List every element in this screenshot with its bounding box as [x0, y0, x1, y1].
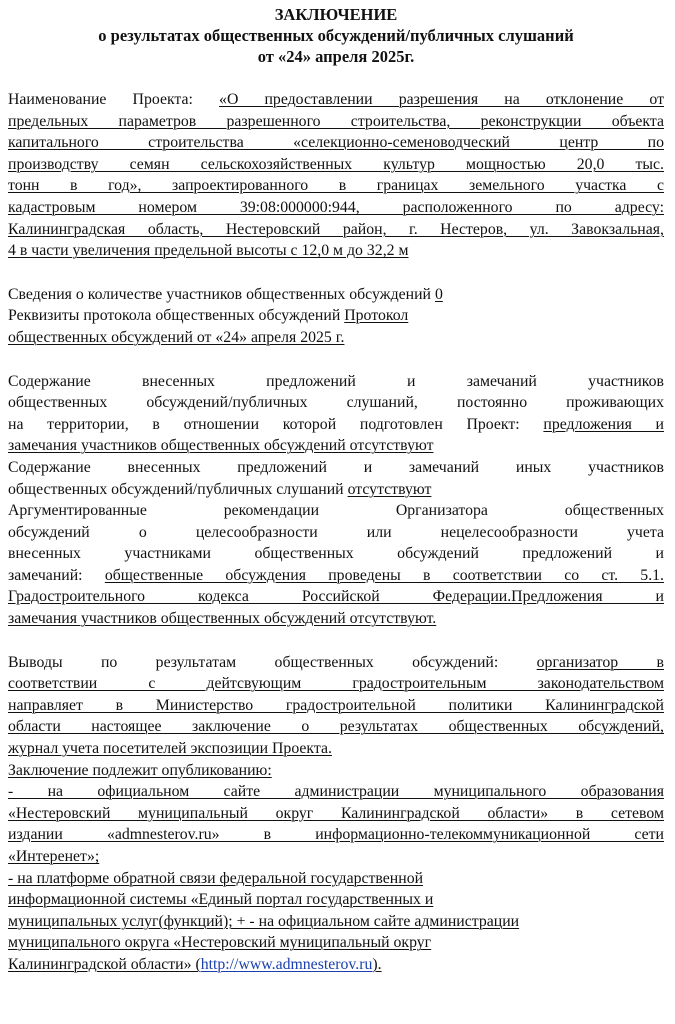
publication-text-end: ). [372, 955, 382, 973]
publication-line: - на официальном сайте администрации муниципального образования [8, 783, 664, 801]
publication-line: - на платформе обратной связи федеральной государственной [8, 869, 424, 887]
protocol-value-line: общественных обсуждений от «24» апреля 2025 г. [8, 328, 345, 346]
others-line: Содержание внесенных предложений и замечаний иных участников [8, 458, 664, 476]
conclusions-line [8, 652, 664, 674]
participants-count: 0 [434, 285, 443, 303]
recommendations-line: внесенных участниками общественных обсуждений предложений и [8, 545, 664, 563]
recommendations-line: обсуждений о целесообразности или нецелесообразности учета [8, 523, 664, 541]
project-line: 4 в части увеличения предельной высоты с 12,0 м до 32,2 м [8, 242, 409, 260]
recommendations-value: общественные обсуждения проведены в соответствии со ст. 5.1. [104, 566, 664, 584]
recommendations-line: замечания участников общественных обсуждений отсутствуют. [8, 610, 437, 628]
project-line: капитального строительства «селекционно-семеноводческий центр по [8, 134, 664, 152]
residents-line [8, 414, 664, 436]
residents-section [8, 371, 664, 457]
recommendations-line [8, 565, 664, 587]
project-line: тонн в год», запроектированного в границах земельного участка с [8, 177, 664, 195]
recommendations-label: замечаний: [8, 566, 105, 584]
project-section [8, 89, 664, 262]
publication-line: «Нестеровский муниципальный округ Калининградской области» в сетевом [8, 804, 664, 822]
residents-value-line: замечания участников общественных обсуждений отсутствуют [8, 437, 434, 455]
participants-label: Сведения о количестве участников общественных обсуждений [8, 285, 435, 303]
others-value: отсутствуют [347, 480, 432, 498]
publication-line: муниципальных услуг(функций); + - на официальном сайте администрации [8, 912, 520, 930]
protocol-line [8, 305, 664, 327]
document-title: ЗАКЛЮЧЕНИЕ [274, 5, 398, 24]
publication-heading: Заключение подлежит опубликованию: [8, 761, 272, 779]
recommendations-text: рекомендации Организатора общественных [223, 502, 665, 520]
conclusions-line: журнал учета посетителей экспозиции Проекта. [8, 740, 332, 758]
recommendations-line: Градостроительного кодекса Российской Федерации.Предложения и [8, 588, 664, 606]
residents-word: Содержание [8, 372, 91, 390]
residents-line [8, 371, 664, 393]
residents-text: внесенных предложений и замечаний участников [142, 372, 665, 390]
recommendations-line [8, 500, 664, 522]
participants-line [8, 284, 664, 306]
conclusions-line: области настоящее заключение о результатах общественных обсуждений, [8, 718, 664, 736]
publication-section [8, 760, 664, 976]
document-subtitle: о результатах общественных обсуждений/публичных слушаний [98, 26, 574, 45]
publication-last-line [8, 954, 664, 976]
residents-value: предложения и [543, 415, 665, 433]
publication-line: информационной системы «Единый портал государственных и [8, 891, 434, 909]
project-line: кадастровым номером 39:08:000000:944, расположенного по адресу: [8, 198, 664, 216]
conclusions-label: Выводы по результатам общественных обсуждений: [8, 653, 537, 671]
protocol-value: Протокол [344, 307, 409, 325]
protocol-label: Реквизиты протокола общественных обсуждений [8, 307, 345, 325]
participants-section [8, 284, 664, 349]
recommendations-word: Аргументированные [8, 502, 147, 520]
document-date: от «24» апреля 2025г. [257, 47, 415, 66]
others-label: общественных обсуждений/публичных слушаний [8, 480, 348, 498]
residents-line: общественных обсуждений/публичных слушаний, постоянно проживающих [8, 394, 664, 412]
recommendations-section [8, 500, 664, 630]
conclusions-value: организатор в [536, 653, 664, 671]
project-name-text: «О предоставлении разрешения на отклонение от [219, 91, 664, 108]
document-page [8, 4, 664, 976]
conclusions-section [8, 652, 664, 760]
publication-text: Калининградской области» ( [8, 955, 201, 973]
project-label: Наименование Проекта: [8, 91, 220, 108]
website-link[interactable]: http://www.admnesterov.ru [200, 955, 373, 973]
project-line: Калининградская область, Нестеровский район, г. Нестеров, ул. Завокзальная, [8, 220, 664, 238]
publication-line: муниципального округа «Нестеровский муниципальный округ [8, 934, 432, 952]
project-line: предельных параметров разрешенного строительства, реконструкции объекта [8, 112, 664, 130]
project-line [8, 89, 664, 111]
publication-line: издании «admnesterov.ru» в информационно-телекоммуникационной сети [8, 826, 664, 844]
others-section [8, 457, 664, 500]
conclusions-line: соответствии с дейтсвующим градостроительным законодательством [8, 675, 664, 693]
conclusions-line: направляет в Министерство градостроительной политики Калининградской [8, 696, 664, 714]
others-line [8, 479, 664, 501]
document-header [8, 4, 664, 67]
project-line: производству семян сельскохозяйственных культур мощностью 20,0 тыс. [8, 155, 664, 173]
residents-label: на территории, в отношении которой подготовлен Проект: [8, 415, 544, 433]
publication-line: «Интеренет»; [8, 848, 100, 865]
